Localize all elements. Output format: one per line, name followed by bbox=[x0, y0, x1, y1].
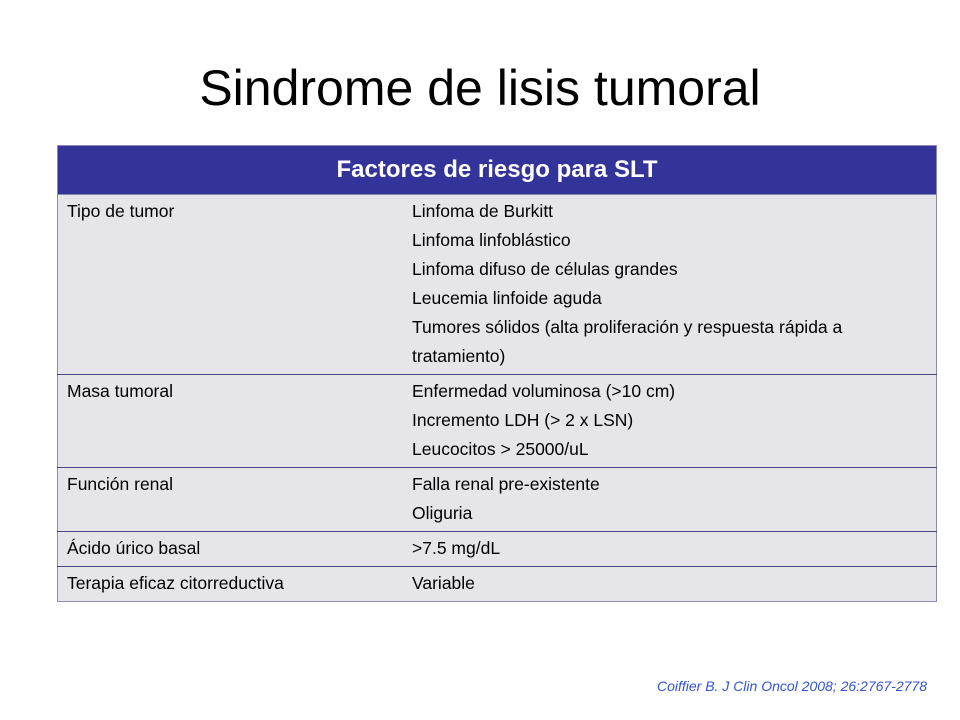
factor-cell: Función renal bbox=[58, 468, 404, 532]
detail-line: Tumores sólidos (alta proliferación y respuesta rápida a tratamiento) bbox=[412, 317, 843, 366]
detail-line: Oliguria bbox=[412, 503, 473, 523]
risk-factors-table bbox=[57, 145, 937, 602]
factor-cell: Masa tumoral bbox=[58, 375, 404, 468]
table-row bbox=[58, 375, 937, 468]
details-cell bbox=[403, 567, 937, 602]
table-header-row bbox=[58, 146, 937, 195]
detail-line: Variable bbox=[412, 573, 475, 593]
factor-cell: Terapia eficaz citorreductiva bbox=[58, 567, 404, 602]
details-cell bbox=[403, 532, 937, 567]
detail-line: Leucemia linfoide aguda bbox=[412, 288, 602, 308]
detail-line: >7.5 mg/dL bbox=[412, 538, 501, 558]
detail-line: Linfoma difuso de células grandes bbox=[412, 259, 678, 279]
detail-line: Leucocitos > 25000/uL bbox=[412, 439, 589, 459]
detail-line: Linfoma linfoblástico bbox=[412, 230, 571, 250]
details-cell bbox=[403, 195, 937, 375]
table-row bbox=[58, 532, 937, 567]
citation: Coiffier B. J Clin Oncol 2008; 26:2767-2778 bbox=[656, 678, 927, 694]
detail-line: Linfoma de Burkitt bbox=[412, 201, 554, 221]
factor-cell: Ácido úrico basal bbox=[58, 532, 404, 567]
table-row bbox=[58, 195, 937, 375]
details-cell bbox=[403, 468, 937, 532]
slide-title: Sindrome de lisis tumoral bbox=[199, 60, 761, 116]
table-header: Factores de riesgo para SLT bbox=[58, 146, 937, 195]
factor-cell: Tipo de tumor bbox=[58, 195, 404, 375]
detail-line: Falla renal pre-existente bbox=[412, 474, 600, 494]
details-cell bbox=[403, 375, 937, 468]
detail-line: Enfermedad voluminosa (>10 cm) bbox=[412, 381, 676, 401]
table-row bbox=[58, 567, 937, 602]
table-row bbox=[58, 468, 937, 532]
detail-line: Incremento LDH (> 2 x LSN) bbox=[412, 410, 634, 430]
